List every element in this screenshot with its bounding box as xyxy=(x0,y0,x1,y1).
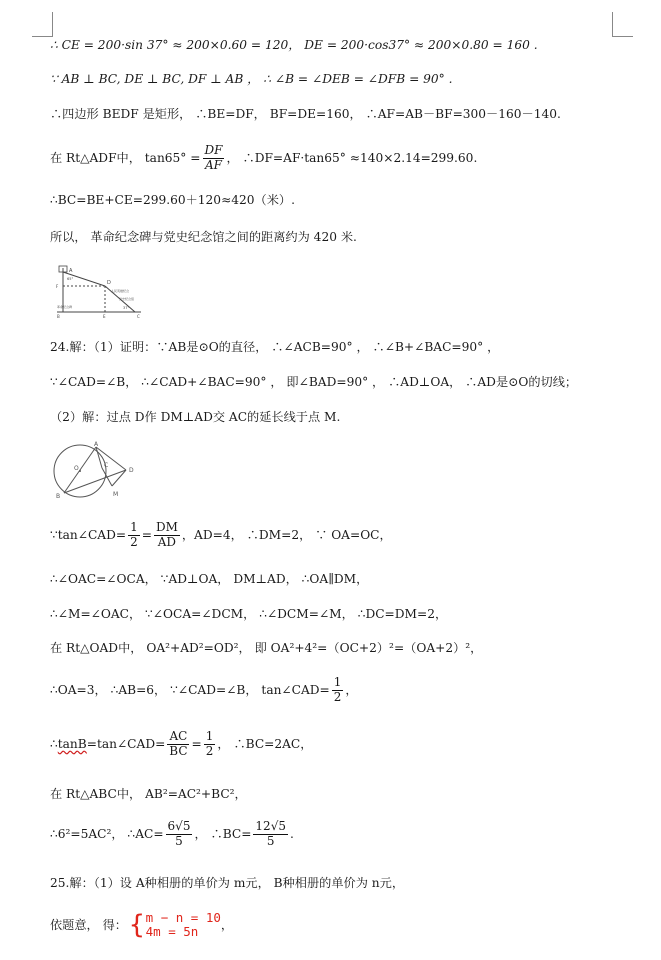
fig2-label-c: C xyxy=(104,462,109,469)
line-1: ∴ CE = 200·sin 37° ≈ 200×0.60 = 120， DE = 200·cos37° ≈ 200×0.80 = 160 . xyxy=(50,38,538,52)
line-18: 25.解：（1）设 A种相册的单价为 m元， B种相册的单价为 n元， xyxy=(50,876,405,890)
fraction-df-af: $\frac{DF}{AF}$ xyxy=(204,143,223,172)
fig2-label-d: D xyxy=(129,467,134,474)
fraction-one-half-3: $\frac{1}{2}$ xyxy=(205,729,214,758)
fig1-caption-right: 党史纪念馆 xyxy=(119,297,135,301)
fig1-caption-mid: 人民英雄纪念 xyxy=(111,289,130,293)
corner-mark-right xyxy=(612,12,633,37)
fraction-bc-value: $\frac{12√5}{5}$ xyxy=(255,819,286,848)
line-2: ∵ AB ⊥ BC, DE ⊥ BC, DF ⊥ AB ， ∴ ∠B = ∠DEB = ∠DFB = 90° . xyxy=(50,72,453,86)
line-5: ∴BC=BE+CE=299.60＋120≈420（米）. xyxy=(50,193,295,207)
fig1-label-d: D xyxy=(107,280,111,286)
fig1-label-e: E xyxy=(103,314,106,319)
equation-1: m − n = 10 xyxy=(145,909,221,925)
tanb-squiggle: tanB xyxy=(57,736,87,751)
fraction-dm-ad: $\frac{DM}{AD}$ xyxy=(155,520,178,549)
line-11: ∴∠OAC=∠OCA， ∵AD⊥OA， DM⊥AD， ∴OA∥DM， xyxy=(50,572,369,586)
line-14: ∴OA=3， ∴AB=6， ∵∠CAD=∠B， tan∠CAD= $\frac{1}{2}$ ， xyxy=(50,675,358,704)
fig2-label-m: M xyxy=(113,491,119,498)
fraction-one-half: $\frac{1}{2}$ xyxy=(130,520,138,549)
fig2-label-o: O xyxy=(74,465,79,472)
fig1-angle-37: 37° xyxy=(123,306,130,310)
figure-monument-diagram xyxy=(55,262,147,320)
line-15: ∴ tanB =tan∠CAD= $\frac{AC}{BC}$ = $\frac{1}{2}$ ， ∴BC=2AC， xyxy=(50,729,313,758)
figure-circle-diagram xyxy=(52,440,142,500)
line-9: （2）解：过点 D作 DM⊥AD交 AC的延长线于点 M. xyxy=(50,410,341,424)
line-6: 所以， 革命纪念碑与党史纪念馆之间的距离约为 420 米. xyxy=(50,230,357,244)
corner-mark-left xyxy=(32,12,53,37)
line-10: ∵tan∠CAD= $\frac{1}{2}$ = $\frac{DM}{AD}$ ，AD=4， ∴DM=2， ∵ OA=OC， xyxy=(50,520,392,549)
fig1-label-c: C xyxy=(137,314,140,319)
line-17: ∴6²=5AC²， ∴AC= $\frac{6√5}{5}$ ， ∴BC= $\frac{12√5}{5}$ . xyxy=(50,819,294,848)
line-19: 依题意， 得： { m − n = 10 4m = 5n ， xyxy=(50,909,234,940)
fraction-ac-bc: $\frac{AC}{BC}$ xyxy=(169,729,188,758)
fig2-label-a: A xyxy=(94,441,99,448)
fig1-label-f: F xyxy=(56,284,59,289)
line-13: 在 Rt△OAD中， OA²+AD²=OD²， 即 OA²+4²=（OC+2）²=（OA+2）²， xyxy=(50,641,483,655)
line-12: ∴∠M=∠OAC， ∵∠OCA=∠DCM， ∴∠DCM=∠M， ∴DC=DM=2， xyxy=(50,607,448,621)
fraction-ac-value: $\frac{6√5}{5}$ xyxy=(167,819,191,848)
fig1-caption-left: 革命纪念碑 xyxy=(57,305,73,309)
fig1-label-b: B xyxy=(57,314,60,319)
equation-system: { m − n = 10 4m = 5n xyxy=(129,909,221,940)
fraction-one-half-2: $\frac{1}{2}$ xyxy=(333,675,342,704)
line-4: 在 Rt△ADF中， tan65° = $\frac{DF}{AF}$ ， ∴DF=AF·tan65° ≈140×2.14=299.60. xyxy=(50,143,478,172)
line-7: 24.解：（1）证明：∵AB是⊙O的直径， ∴∠ACB=90° ， ∴∠B+∠BAC=90° ， xyxy=(50,340,500,354)
fig1-label-a: A xyxy=(69,268,73,274)
line-8: ∵∠CAD=∠B， ∴∠CAD+∠BAC=90° ， 即∠BAD=90° ， ∴AD⊥OA， ∴AD是⊙O的切线； xyxy=(50,375,578,389)
line-16: 在 Rt△ABC中， AB²=AC²+BC²， xyxy=(50,787,247,801)
fig1-angle-65: 65° xyxy=(67,277,74,281)
fig2-label-b: B xyxy=(56,493,61,500)
equation-2: 4m = 5n xyxy=(145,924,199,939)
line-3: ∴四边形 BEDF 是矩形， ∴BE=DF， BF=DE=160， ∴AF=AB－BF=300－160－140. xyxy=(50,107,561,121)
